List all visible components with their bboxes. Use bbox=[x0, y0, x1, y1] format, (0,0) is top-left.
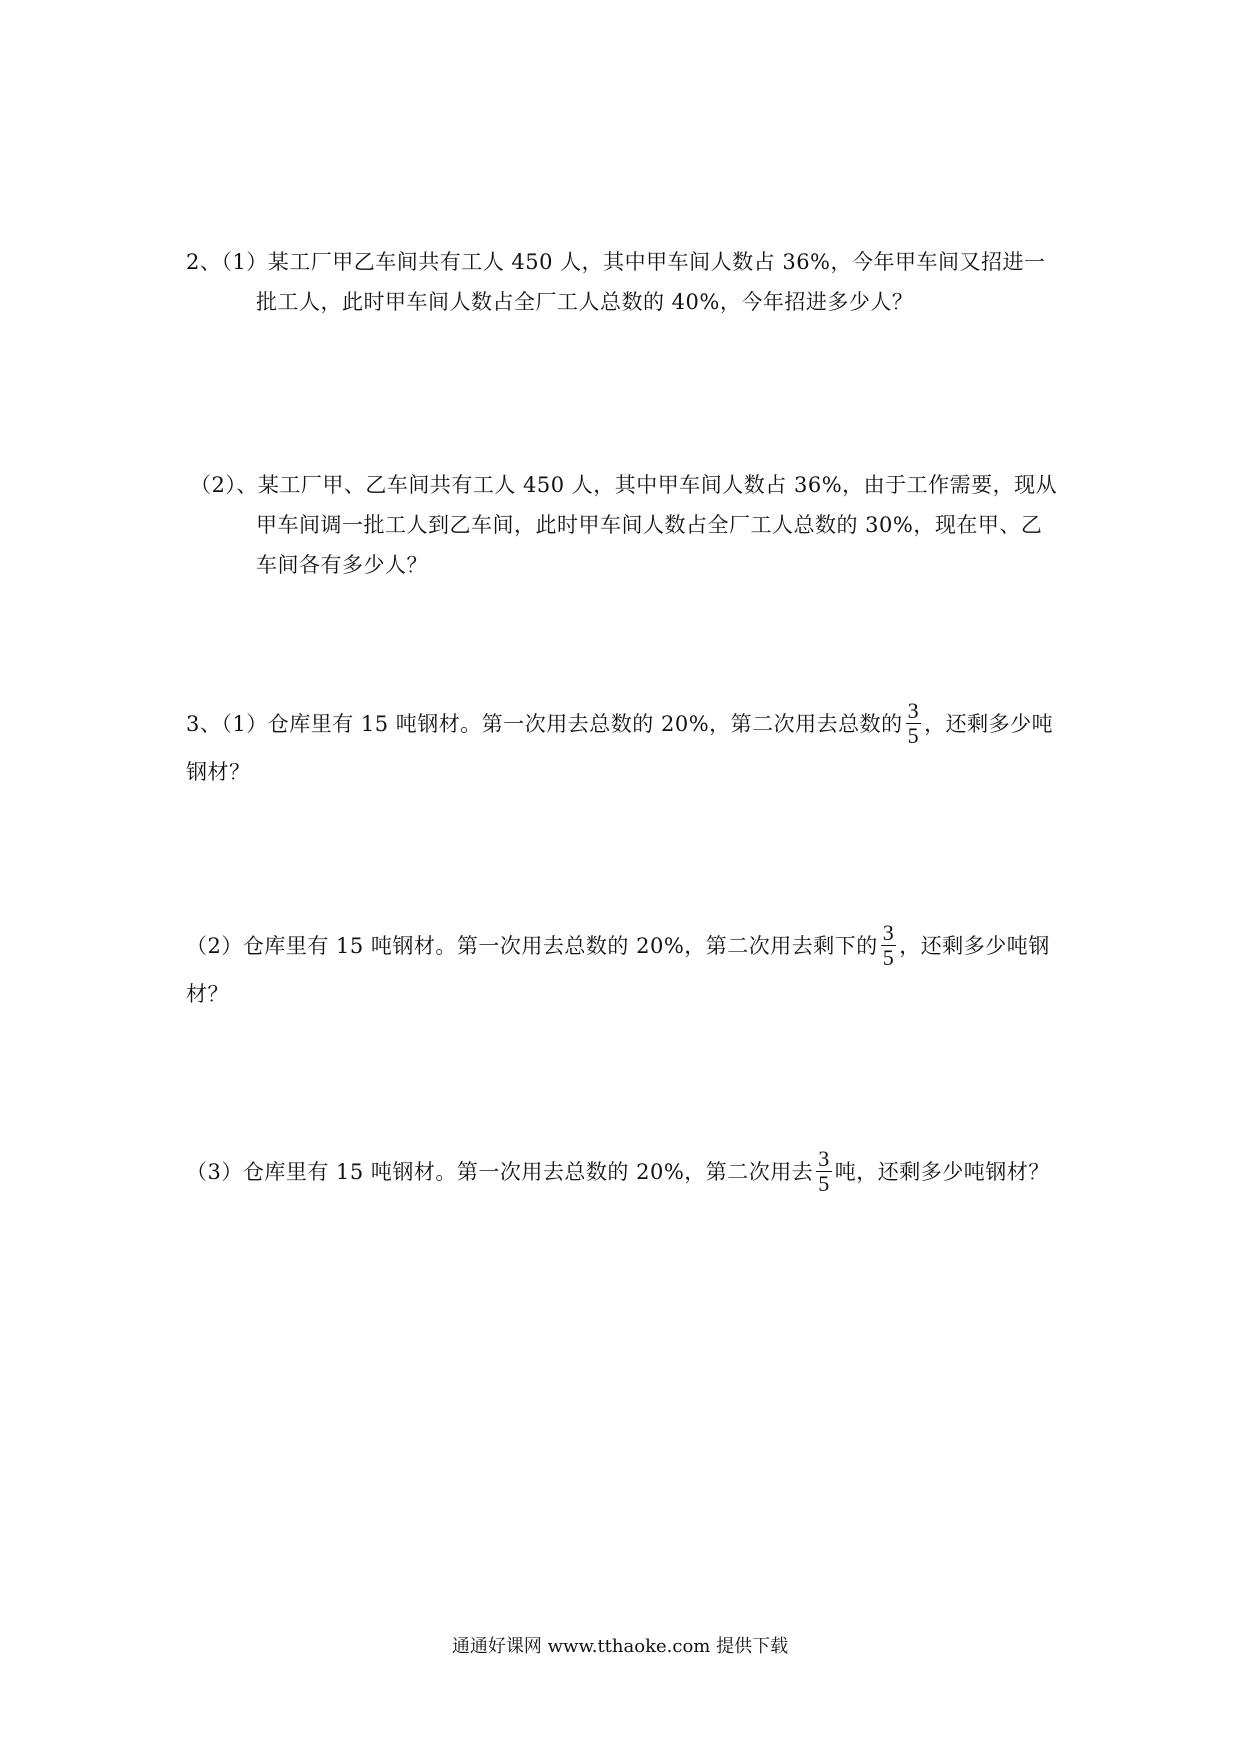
fraction-denominator: 5 bbox=[818, 1171, 830, 1196]
fraction-numerator: 3 bbox=[882, 920, 895, 945]
q3-p2-line1 bbox=[186, 920, 1050, 972]
q2-p2-line2: 甲车间调一批工人到乙车间，此时甲车间人数占全厂工人总数的 30%，现在甲、乙 bbox=[256, 513, 1043, 537]
q2-p1-line1: 2、（1）某工厂甲乙车间共有工人 450 人，其中甲车间人数占 36%，今年甲车间又招进一 bbox=[186, 250, 1046, 274]
fraction-denominator: 5 bbox=[882, 945, 895, 970]
q3-p1-line2: 钢材？ bbox=[186, 760, 251, 784]
fraction-numerator: 3 bbox=[818, 1146, 830, 1171]
fraction-three-fifths bbox=[906, 699, 922, 748]
q2-p2-line3: 车间各有多少人？ bbox=[256, 553, 428, 577]
q3-p3-text-after: 吨，还剩多少吨钢材？ bbox=[834, 1160, 1050, 1184]
fraction-three-fifths bbox=[816, 1147, 832, 1196]
fraction-numerator: 3 bbox=[907, 698, 920, 723]
fraction-denominator: 5 bbox=[907, 723, 920, 748]
q2-p2-line1: （2）、某工厂甲、乙车间共有工人 450 人，其中甲车间人数占 36%，由于工作需要，现从 bbox=[190, 473, 1058, 497]
q3-p3-text-before: （3）仓库里有 15 吨钢材。第一次用去总数的 20%，第二次用去 bbox=[186, 1160, 814, 1184]
fraction-three-fifths bbox=[881, 921, 897, 970]
q3-p3-line1 bbox=[186, 1146, 1050, 1198]
q3-p1-line1 bbox=[186, 698, 1054, 750]
q3-p2-text-after: ，还剩多少吨钢 bbox=[899, 934, 1050, 958]
q3-p2-text-before: （2）仓库里有 15 吨钢材。第一次用去总数的 20%，第二次用去剩下的 bbox=[186, 934, 878, 958]
q3-p1-text-before: 3、（1）仓库里有 15 吨钢材。第一次用去总数的 20%，第二次用去总数的 bbox=[186, 712, 903, 736]
q3-p1-text-after: ，还剩多少吨 bbox=[924, 712, 1054, 736]
q3-p2-line2: 材？ bbox=[186, 982, 229, 1006]
q2-p1-line2: 批工人，此时甲车间人数占全厂工人总数的 40%，今年招进多少人？ bbox=[256, 290, 914, 314]
page-footer: 通通好课网 www.tthaoke.com 提供下载 bbox=[451, 1636, 789, 1657]
